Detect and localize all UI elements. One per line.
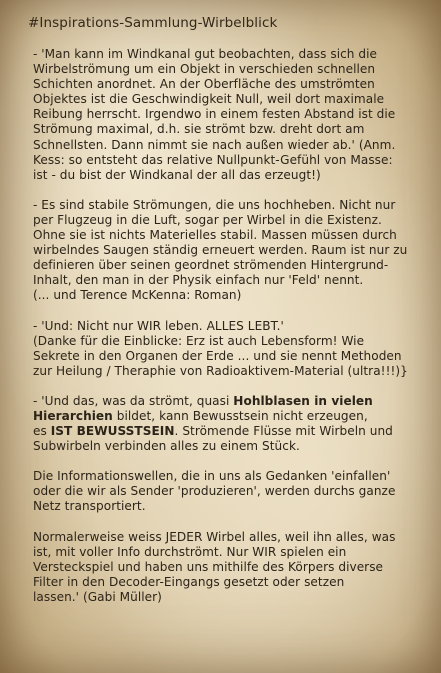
text-line: Versteckspiel und haben uns mithilfe des Körpers diverse [33,559,384,574]
text-line: (Danke für die Einblicke: Erz ist auch Lebensform! Wie [33,333,365,348]
bold-phrase: Hohlblasen in vielen [233,393,373,408]
text-line: lassen.' (Gabi Müller) [33,589,162,604]
bold-phrase: Hierarchien [33,408,113,423]
text-line: zur Heilung / Theraphie von Radioaktivem-Material (ultra!!!)} [33,363,408,378]
text-line: Inhalt, den man in der Physik einfach nur 'Feld' nennt. [33,273,364,288]
paragraph-versteckspiel [33,530,426,605]
text-line [33,424,426,439]
text-line: Die Informationswellen, die in uns als Gedanken 'einfallen' [33,469,391,484]
text-line: Subwirbeln verbinden alles zu einem Stück. [33,439,300,454]
text-line: Reibung herrscht. Irgendwo in einem festen Abstand ist die [33,107,396,122]
text-line: - 'Und: Nicht nur WIR leben. ALLES LEBT.' [33,318,284,333]
text-line: Wirbelströmung um ein Objekt in verschieden schnellen [33,62,376,77]
text-line: Sekrete in den Organen der Erde ... und sie nennt Methoden [33,348,402,363]
text-line: wirbelndes Saugen ständig erneuert werden. Raum ist nur zu [33,243,408,258]
text-line [33,394,426,409]
paragraph-bewusstsein [33,394,426,454]
text-line: Ohne sie ist nichts Materielles stabil. Massen müssen durch [33,228,397,243]
text-run: - 'Und das, was da strömt, quasi [33,393,234,408]
text-line: Netz transportiert. [33,499,146,514]
text-line [33,409,426,424]
text-run: bildet, kann Bewusstsein nicht erzeugen, [112,408,368,423]
paragraph-alles-lebt [33,319,426,379]
text-line: (... und Terence McKenna: Roman) [33,288,242,303]
text-line: ist, mit voller Info durchströmt. Nur WIR spielen ein [33,544,347,559]
text-line: Strömung maximal, d.h. sie strömt bzw. dreht dort am [33,122,365,137]
text-line: oder die wir als Sender 'produzieren', werden durchs ganze [33,484,396,499]
page-title: #Inspirations-Sammlung-Wirbelblick [28,15,278,31]
paragraph-informationswellen [33,469,426,514]
text-line: Normalerweise weiss JEDER Wirbel alles, weil ihn alles, was [33,529,396,544]
text-line: Schnellsten. Dann nimmt sie nach außen wieder ab.' (Anm. [33,137,396,152]
text-line: Kess: so entsteht das relative Nullpunkt-Gefühl von Masse: [33,152,393,167]
text-run: es [33,424,51,439]
paragraph-stroemungen [33,198,426,304]
text-line: definieren über seinen geordnet strömenden Hintergrund- [33,258,389,273]
paragraph-windkanal [33,47,426,183]
text-line: ist - du bist der Windkanal der all das erzeugt!) [33,167,321,182]
text-run: . Strömende Flüsse mit Wirbeln und [174,424,393,439]
text-line: Schichten anordnet. An der Oberfläche des umströmten [33,77,375,92]
text-line: Objektes ist die Geschwindigkeit Null, weil dort maximale [33,92,385,107]
text-line: - 'Man kann im Windkanal gut beobachten, dass sich die [33,47,378,61]
text-line: Filter in den Decoder-Eingangs gesetzt oder setzen [33,574,345,589]
bold-phrase: IST BEWUSSTSEIN [50,424,175,439]
text-line: per Flugzeug in die Luft, sogar per Wirbel in die Existenz. [33,212,382,227]
text-line: - Es sind stabile Strömungen, die uns hochheben. Nicht nur [33,197,396,212]
